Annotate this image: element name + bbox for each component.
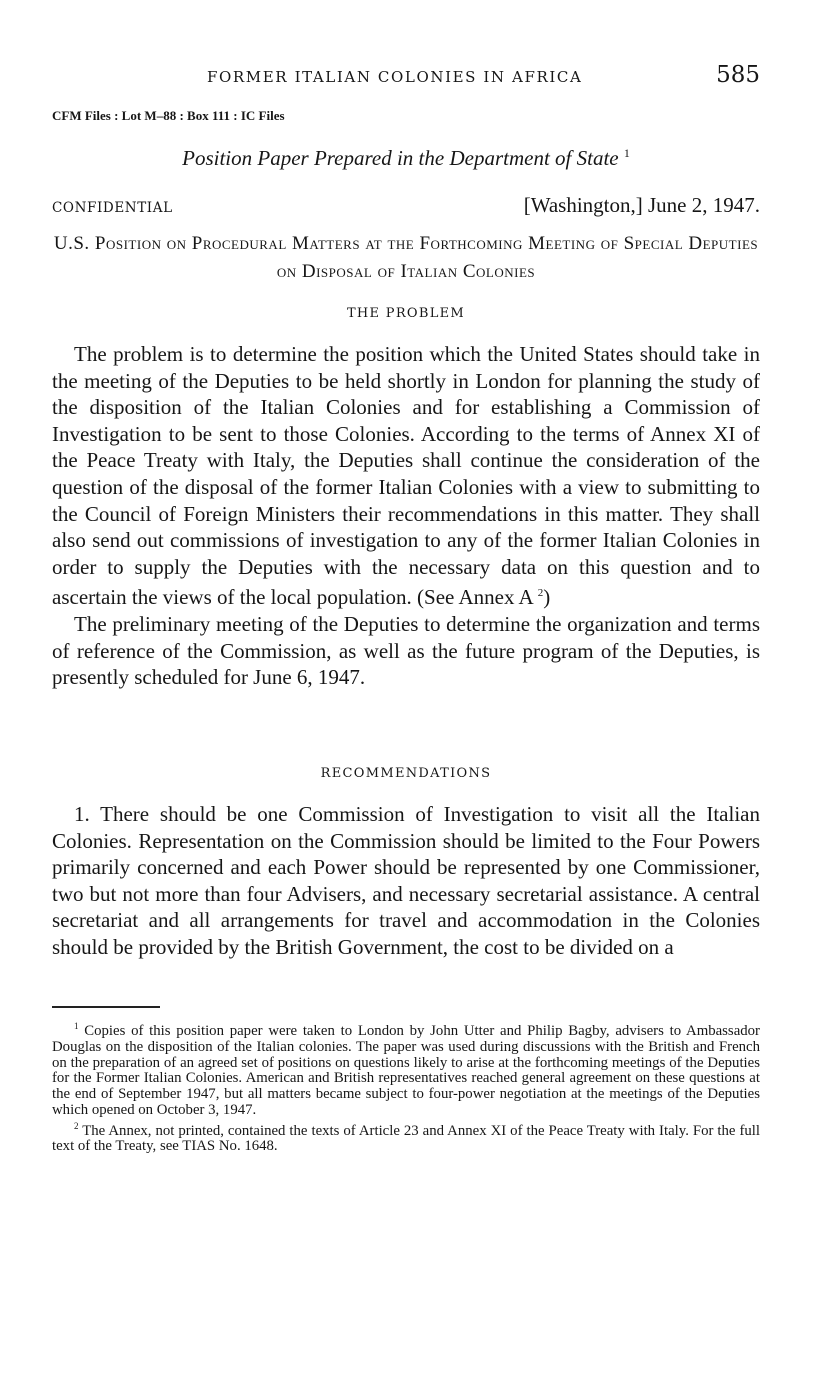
dateline: [52, 193, 760, 223]
problem-section: [52, 341, 760, 691]
recommendations-section: [52, 801, 760, 961]
paragraph: The preliminary meeting of the Deputies to determine the organization and terms of reference of the Commission, as well as the future program of the Deputies, is presently scheduled for June 6, 1947.: [52, 611, 760, 690]
footnote-marker: 2: [537, 587, 544, 600]
subject-heading: U.S. Position on Procedural Matters at the Forthcoming Meeting of Special Deputies on Disposal of Italian Colonies: [53, 233, 759, 282]
footnote-text: The Annex, not printed, contained the texts of Article 23 and Annex XI of the Peace Treaty with Italy. For the full text of the Treaty, see TIAS No. 1648.: [52, 1122, 760, 1155]
footnote-text: Copies of this position paper were taken to London by John Utter and Philip Bagby, advisers to Ambassador Douglas on the disposition of the Italian colonies. The paper was used during discussions with the British and French on the preparation of an agreed set of positions on questions likely to arise at the forthcoming meetings of the Deputies for the Former Italian Colonies. American and British representatives reached general agreement on these questions at the end of September 1947, but all matters became subject to four-power negotiation at the meetings of the Deputies which opened on October 3, 1947.: [52, 1022, 760, 1118]
running-title: FORMER ITALIAN COLONIES IN AFRICA: [207, 68, 583, 86]
footnote-marker: 2: [74, 1120, 79, 1131]
section-heading-recommendations: RECOMMENDATIONS: [320, 766, 492, 781]
paragraph-text: The problem is to determine the position which the United States should take in the meeting of the Deputies to be held shortly in London for planning the study of the disposition of the Italian Colonies and for establishing a Commission of Investigation to be sent to those Colonies. According to the terms of Annex XI of the Peace Treaty with Italy, the Deputies shall continue the consideration of the question of the disposal of the former Italian Colonies with a view to submitting to the Council of Foreign Ministers their recommendations in this matter. They shall also send out commissions of investigation to any of the former Italian Colonies in order to supply the Deputies with the necessary data on this question and to ascertain the views of the local population. (See Annex A: [52, 342, 760, 610]
footnote: [52, 1119, 760, 1156]
section-heading-problem: THE PROBLEM: [346, 306, 466, 321]
footnote-marker: 1: [74, 1021, 79, 1031]
document-title-text: Position Paper Prepared in the Department of State: [182, 146, 619, 170]
running-head: [52, 62, 760, 92]
closing-paren: ): [543, 585, 551, 610]
file-reference: CFM Files : Lot M–88 : Box 111 : IC Files: [52, 108, 285, 123]
classification-label: CONFIDENTIAL: [52, 200, 173, 216]
footnotes: [52, 1019, 760, 1155]
document-title: [52, 146, 760, 171]
paragraph: [52, 341, 760, 611]
footnote: [52, 1019, 760, 1119]
page-number: 585: [716, 62, 760, 88]
footnote-divider: [52, 1006, 160, 1008]
document-date: [Washington,] June 2, 1947.: [523, 193, 760, 217]
paragraph: 1. There should be one Commission of Investigation to visit all the Italian Colonies. Representation on the Commission should be limited to the Four Powers primarily concerned and each Power should be represented by one Commissioner, two but not more than four Advisers, and necessary secretarial assistance. A central secretariat and all arrangements for travel and accommodation in the Colonies should be provided by the British Government, the cost to be divided on a: [52, 802, 760, 959]
footnote-marker: 1: [623, 146, 630, 160]
